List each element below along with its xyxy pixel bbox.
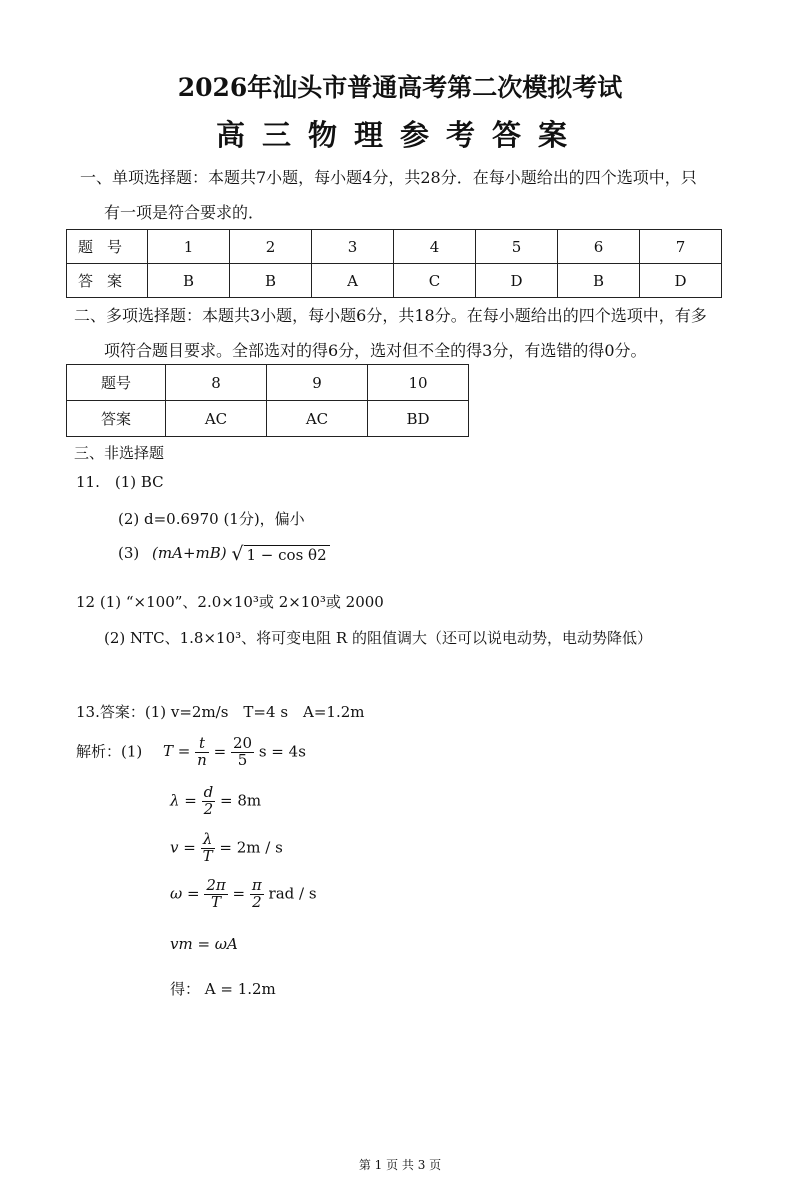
table-cell-answer: AC bbox=[166, 401, 267, 437]
eq3-rhs: = 2m / s bbox=[219, 838, 283, 857]
table-cell-answer: C bbox=[394, 264, 476, 298]
table-cell-question: 7 bbox=[640, 230, 722, 264]
eq2-fraction bbox=[202, 785, 216, 818]
eq2-denominator: 2 bbox=[203, 799, 214, 818]
q13-equation-wavelength bbox=[170, 785, 261, 818]
eq1-fraction2-numerator: 20 bbox=[232, 734, 253, 752]
table-cell-question: 4 bbox=[394, 230, 476, 264]
eq1-mid: = bbox=[213, 742, 227, 761]
table-cell-question: 5 bbox=[476, 230, 558, 264]
square-root-expression bbox=[231, 543, 329, 565]
table-cell-question: 9 bbox=[267, 365, 368, 401]
q11-mass-expression: (mA+mB) bbox=[152, 544, 227, 562]
table-header-answer: 答案 bbox=[67, 401, 166, 437]
table-cell-question: 1 bbox=[148, 230, 230, 264]
eq1-lhs: T = bbox=[163, 742, 191, 761]
q12-part1: 12 (1) “×100”、2.0×10³或 2×10³或 2000 bbox=[76, 593, 384, 611]
table-cell-question: 2 bbox=[230, 230, 312, 264]
table-cell-answer: B bbox=[148, 264, 230, 298]
table-row-questions bbox=[67, 365, 469, 401]
eq1-fraction2-denominator: 5 bbox=[237, 750, 248, 769]
eq1-fraction2 bbox=[231, 736, 254, 769]
table-cell-answer: D bbox=[476, 264, 558, 298]
table-cell-answer: B bbox=[230, 264, 312, 298]
table-cell-question: 8 bbox=[166, 365, 267, 401]
table-cell-question: 3 bbox=[312, 230, 394, 264]
q12-part2: (2) NTC、1.8×10³、将可变电阻 R 的阻值调大（还可以说电动势，电动势降低） bbox=[104, 629, 652, 647]
q13-answer: 13.答案：(1) v=2m/s T=4 s A=1.2m bbox=[76, 703, 365, 721]
section1-intro-line1: 一、单项选择题：本题共7小题，每小题4分，共28分．在每小题给出的四个选项中，只 bbox=[80, 168, 697, 187]
single-choice-answer-table bbox=[66, 229, 722, 298]
q13-analysis-label: 解析：(1) bbox=[76, 742, 143, 761]
q11-part3 bbox=[118, 543, 330, 565]
radical-sign-icon: √ bbox=[231, 543, 244, 565]
eq3-denominator: T bbox=[202, 846, 213, 865]
eq1-rhs: s = 4s bbox=[258, 742, 306, 761]
q11-radicand: 1 − cos θ2 bbox=[244, 545, 330, 564]
eq1-fraction1 bbox=[195, 736, 209, 769]
eq4-fraction2-denominator: 2 bbox=[252, 892, 262, 911]
table-cell-answer: BD bbox=[368, 401, 469, 437]
eq4-lhs: ω = bbox=[170, 884, 200, 903]
eq3-fraction bbox=[201, 832, 215, 865]
eq3-numerator: λ bbox=[201, 832, 215, 849]
table-header-question: 题号 bbox=[67, 365, 166, 401]
eq2-lhs: λ = bbox=[170, 791, 197, 810]
q13-equation-max-velocity: vm = ωA bbox=[170, 935, 238, 953]
q13-equation-angular-frequency bbox=[170, 878, 317, 911]
table-cell-answer: B bbox=[558, 264, 640, 298]
section3-heading: 三、非选择题 bbox=[74, 444, 165, 462]
eq4-fraction1 bbox=[204, 878, 227, 911]
document-subtitle: 高三物理参考答案 bbox=[215, 118, 584, 152]
table-header-question: 题号 bbox=[67, 230, 148, 264]
eq4-mid: = bbox=[232, 884, 246, 903]
table-cell-question: 6 bbox=[558, 230, 640, 264]
table-row-answers bbox=[67, 401, 469, 437]
section2-intro-line2: 项符合题目要求。全部选对的得6分，选对但不全的得3分，有选错的得0分。 bbox=[104, 341, 647, 360]
eq1-fraction1-numerator: t bbox=[195, 736, 209, 753]
table-header-answer: 答案 bbox=[67, 264, 148, 298]
table-cell-answer: A bbox=[312, 264, 394, 298]
document-title: 2026年汕头市普通高考第二次模拟考试 bbox=[177, 73, 623, 102]
multiple-choice-answer-table bbox=[66, 364, 469, 437]
eq2-numerator: d bbox=[203, 783, 214, 801]
eq1-fraction1-denominator: n bbox=[197, 750, 207, 769]
q13-equation-period bbox=[76, 736, 306, 769]
eq2-rhs: = 8m bbox=[220, 791, 262, 810]
section1-intro-line2: 有一项是符合要求的． bbox=[104, 203, 265, 222]
eq4-fraction2 bbox=[250, 878, 264, 911]
q11-part3-label: (3) bbox=[118, 544, 140, 562]
table-cell-question: 10 bbox=[368, 365, 469, 401]
q11-part2: (2) d=0.6970 (1分)，偏小 bbox=[118, 510, 305, 528]
table-cell-answer: D bbox=[640, 264, 722, 298]
eq4-fraction1-numerator: 2π bbox=[206, 876, 226, 894]
table-row-answers bbox=[67, 264, 722, 298]
eq4-fraction1-denominator: T bbox=[211, 892, 222, 911]
eq4-rhs: rad / s bbox=[268, 884, 317, 903]
eq4-fraction2-numerator: π bbox=[251, 876, 262, 894]
q13-equation-velocity bbox=[170, 832, 283, 865]
q13-result: 得： A = 1.2m bbox=[170, 980, 276, 998]
q11-part1: 11. (1) BC bbox=[76, 473, 164, 491]
table-cell-answer: AC bbox=[267, 401, 368, 437]
table-row-questions bbox=[67, 230, 722, 264]
eq3-lhs: v = bbox=[170, 838, 196, 857]
section2-intro-line1: 二、多项选择题：本题共3小题，每小题6分，共18分。在每小题给出的四个选项中，有多 bbox=[74, 306, 707, 325]
page-footer: 第 1 页 共 3 页 bbox=[358, 1158, 442, 1172]
